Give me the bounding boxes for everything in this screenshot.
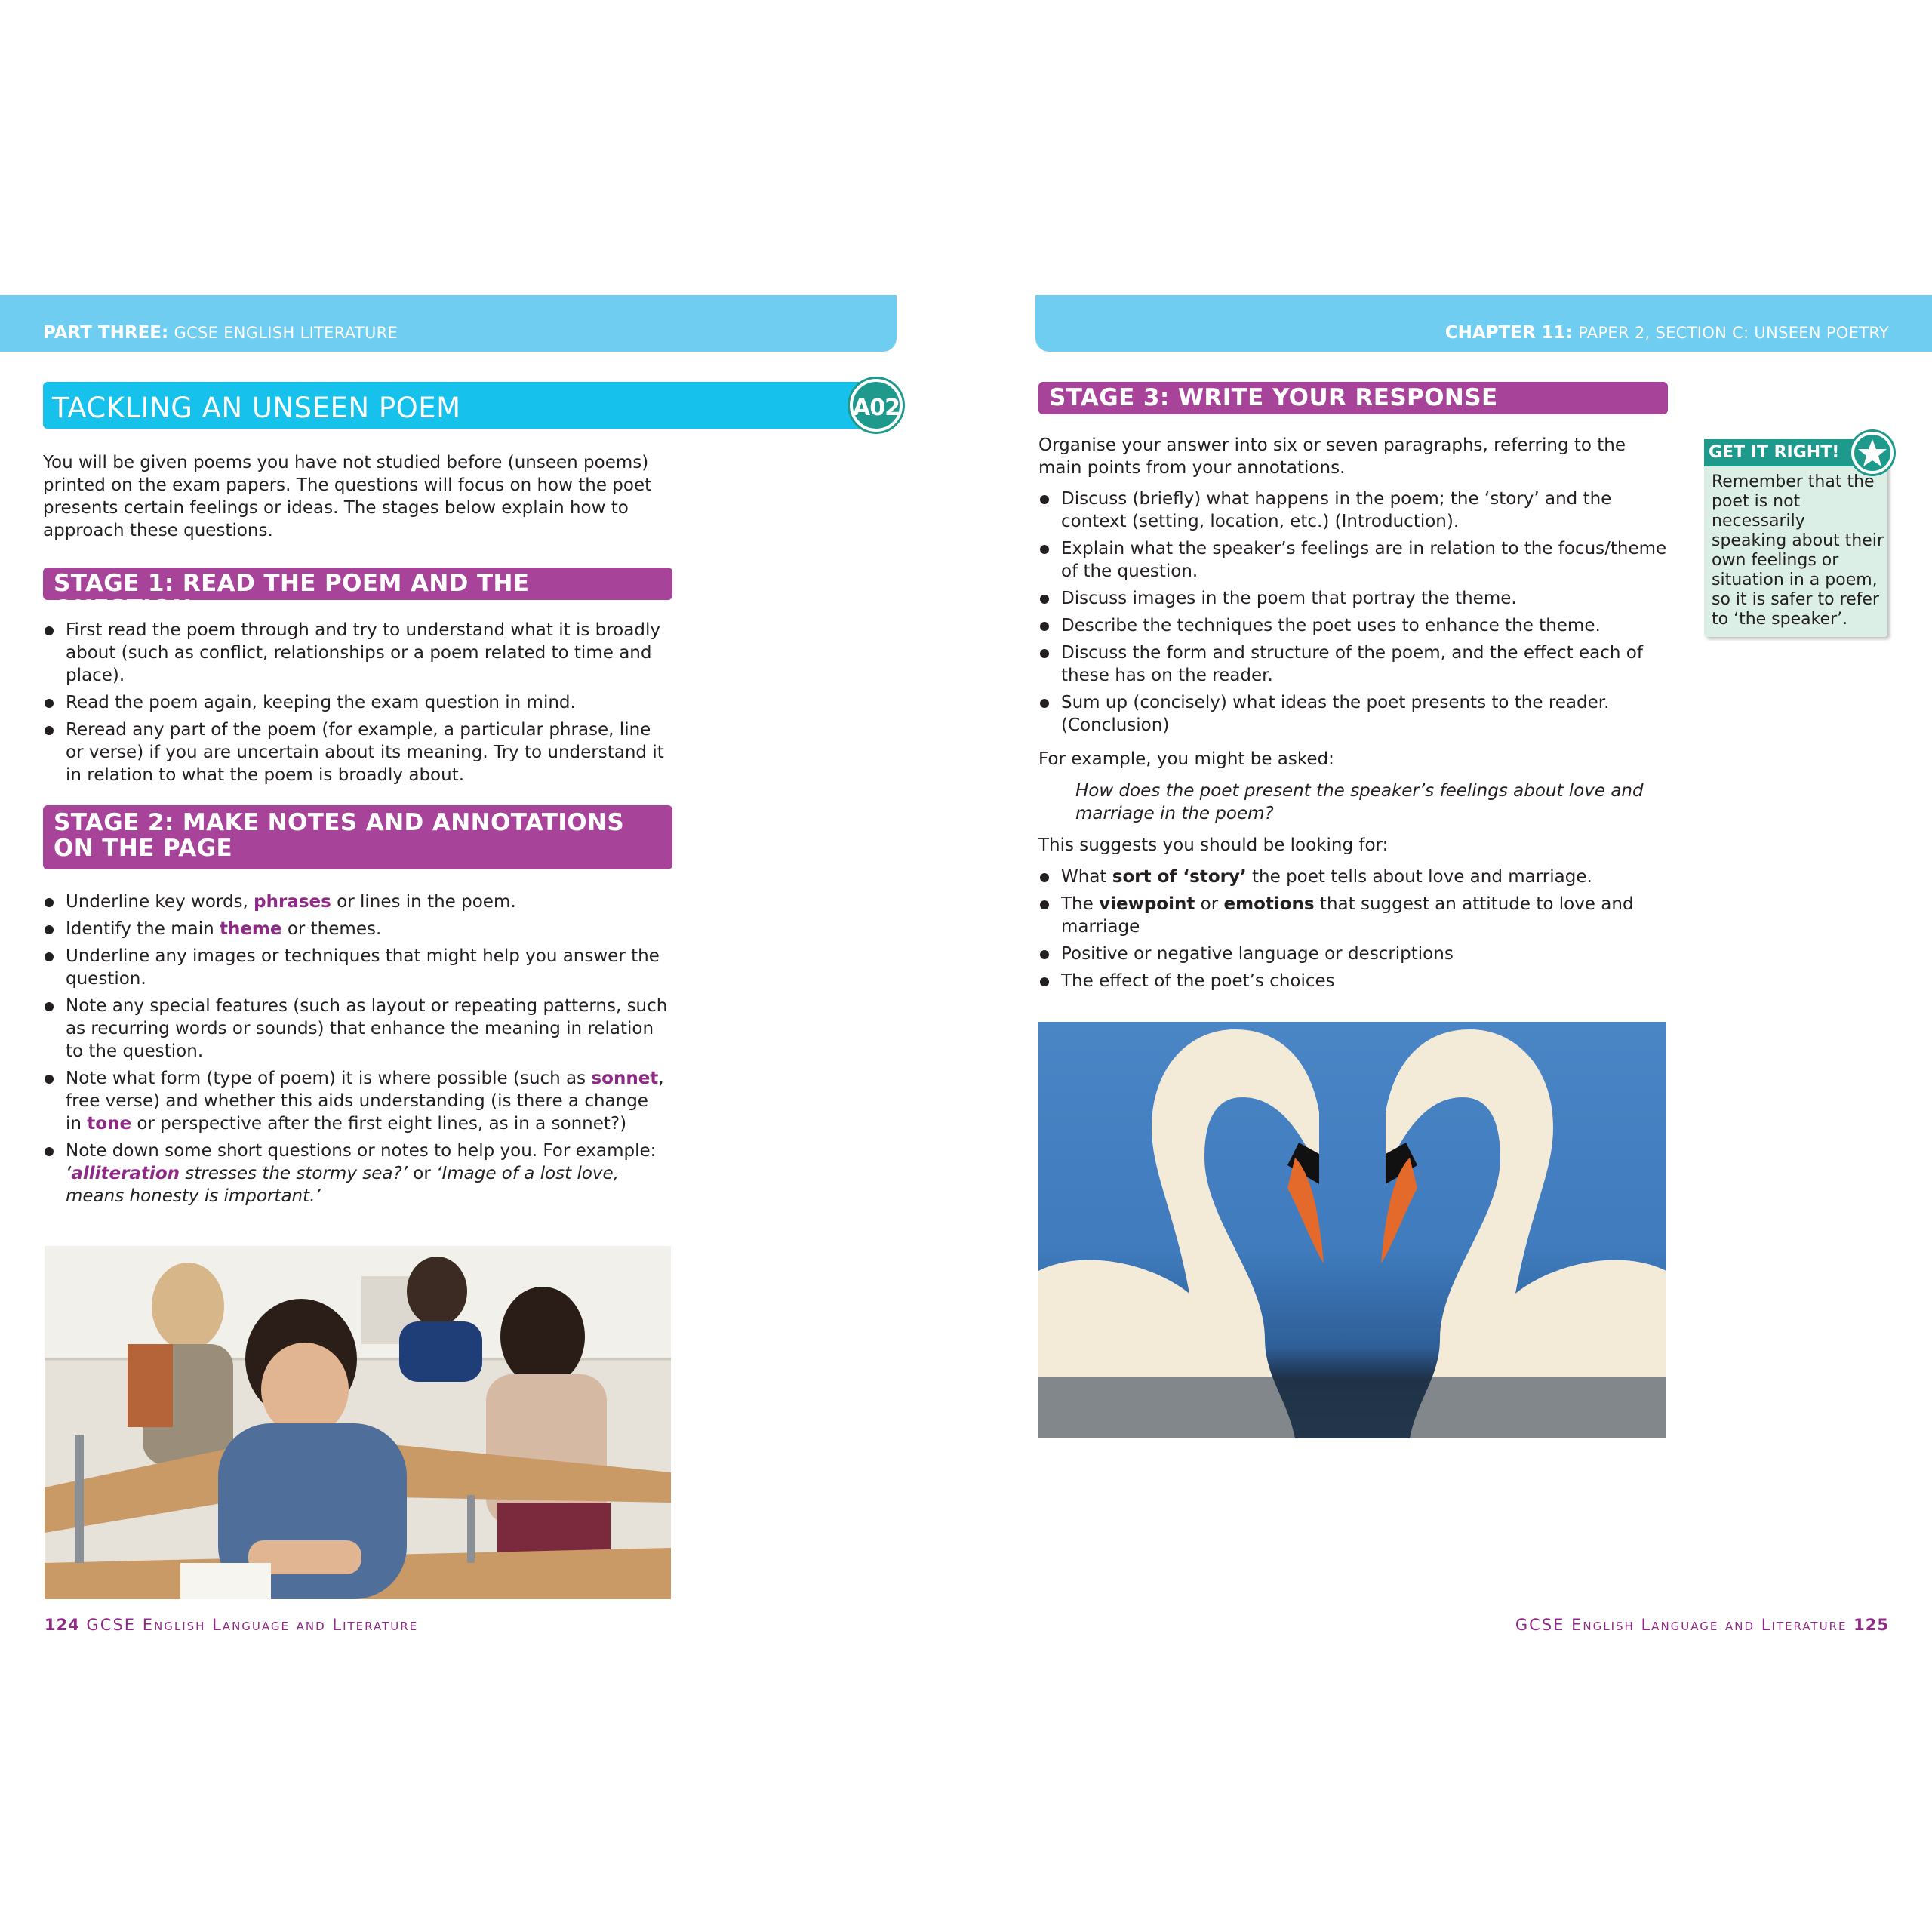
bullet-icon	[45, 726, 54, 735]
bullet-icon	[1040, 649, 1049, 658]
page-number: 125	[1854, 1616, 1889, 1634]
list-item: Discuss the form and structure of the poem, and the effect each of these has on the reader.	[1038, 641, 1669, 687]
bullet-icon	[1040, 873, 1049, 882]
list-item: Note what form (type of poem) it is where possible (such as sonnet, free verse) and whether this aids understanding (is there a change in tone or perspective after the first eight lines, as in a sonnet?)	[43, 1067, 669, 1135]
header-part-title: GCSE ENGLISH LITERATURE	[174, 324, 398, 342]
look-for-bullet-list	[1038, 866, 1665, 997]
running-header-left	[0, 295, 897, 352]
keyword-link: alliteration	[71, 1164, 180, 1183]
list-item: Reread any part of the poem (for example, a particular phrase, line or verse) if you are uncertain about its meaning. Try to understand it in relation to what the poem is broadly about.	[43, 718, 669, 786]
suggests-text: This suggests you should be looking for:	[1038, 835, 1389, 855]
list-item: Discuss (briefly) what happens in the poem; the ‘story’ and the context (setting, location, etc.) (Introduction).	[1038, 488, 1669, 533]
list-item: Discuss images in the poem that portray the theme.	[1038, 587, 1669, 610]
bullet-icon	[45, 1147, 54, 1156]
stage1-bullet-list	[43, 619, 669, 791]
exam-hall-photo	[45, 1246, 671, 1599]
list-item: Identify the main theme or themes.	[43, 918, 669, 940]
bullet-icon	[1040, 622, 1049, 631]
keyword-link: theme	[219, 919, 282, 939]
stage2-bullet-list	[43, 891, 669, 1212]
bullet-icon	[45, 1002, 54, 1011]
running-header-right	[1035, 295, 1932, 352]
bullet-icon	[1040, 545, 1049, 554]
footer-book-title: GCSE English Language and Literature	[86, 1616, 419, 1634]
page-number: 124	[45, 1616, 80, 1634]
tip-heading: GET IT RIGHT!	[1704, 439, 1863, 466]
header-part-label: PART THREE:	[43, 323, 169, 343]
main-title-bar	[43, 382, 873, 429]
stage2-heading: STAGE 2: MAKE NOTES AND ANNOTATIONS ON THE PAGE	[43, 805, 672, 869]
list-item: The effect of the poet’s choices	[1038, 970, 1665, 992]
stage1-heading: STAGE 1: READ THE POEM AND THE QUESTION	[43, 568, 672, 600]
stage3-intro: Organise your answer into six or seven paragraphs, referring to the main points from your annotations.	[1038, 435, 1626, 478]
page-title: TACKLING AN UNSEEN POEM	[52, 392, 461, 424]
page-footer-right	[1515, 1616, 1889, 1634]
keyword-link: phrases	[254, 892, 331, 912]
bullet-icon	[1040, 699, 1049, 708]
list-item: Describe the techniques the poet uses to enhance the theme.	[1038, 614, 1669, 637]
bullet-icon	[45, 626, 54, 635]
bullet-icon	[45, 699, 54, 708]
tip-text: Remember that the poet is not necessarily speaking about their own feelings or situation in a poem, so it is safer to refer to ‘the speaker’.	[1712, 472, 1884, 629]
keyword-link: sonnet	[591, 1069, 659, 1088]
list-item: Explain what the speaker’s feelings are in relation to the focus/theme of the question.	[1038, 537, 1669, 583]
bullet-icon	[45, 898, 54, 907]
list-item: What sort of ‘story’ the poet tells about love and marriage.	[1038, 866, 1665, 888]
bullet-icon	[45, 925, 54, 934]
list-item: Positive or negative language or descriptions	[1038, 943, 1665, 965]
header-chapter-title: PAPER 2, SECTION C: UNSEEN POETRY	[1578, 324, 1889, 342]
intro-paragraph: You will be given poems you have not studied before (unseen poems) printed on the exam papers. The questions will focus on how the poet presents certain feelings or ideas. The stages below explain how to approach these questions.	[43, 453, 652, 540]
list-item: The viewpoint or emotions that suggest an attitude to love and marriage	[1038, 893, 1665, 938]
list-item: Note down some short questions or notes to help you. For example: ‘alliteration stresses the stormy sea?’ or ‘Image of a lost love, means honesty is important.’	[43, 1140, 669, 1208]
bullet-icon	[45, 952, 54, 961]
list-item: Note any special features (such as layout or repeating patterns, such as recurring words or sounds) that enhance the meaning in relation to the question.	[43, 995, 669, 1063]
swans-photo	[1038, 1022, 1666, 1438]
example-question: How does the poet present the speaker’s feelings about love and marriage in the poem?	[1075, 781, 1644, 823]
bullet-icon	[1040, 977, 1049, 986]
list-item: Read the poem again, keeping the exam question in mind.	[43, 691, 669, 714]
bullet-icon	[1040, 495, 1049, 504]
page-footer-left	[45, 1616, 418, 1634]
bullet-icon	[1040, 900, 1049, 909]
assessment-objective-badge: A02	[850, 379, 903, 432]
header-chapter-label: CHAPTER 11:	[1444, 323, 1573, 343]
bullet-icon	[1040, 950, 1049, 959]
stage3-bullet-list	[1038, 488, 1669, 741]
list-item: Underline key words, phrases or lines in the poem.	[43, 891, 669, 913]
stage3-heading: STAGE 3: WRITE YOUR RESPONSE	[1038, 382, 1668, 414]
list-item: Sum up (concisely) what ideas the poet presents to the reader. (Conclusion)	[1038, 691, 1669, 737]
swans-illustration	[1038, 1022, 1666, 1438]
bullet-icon	[1040, 595, 1049, 604]
right-page	[966, 0, 1932, 1932]
star-icon	[1851, 432, 1894, 474]
exam-hall-illustration	[45, 1246, 671, 1599]
keyword-link: tone	[87, 1114, 132, 1134]
example-lead: For example, you might be asked:	[1038, 749, 1334, 769]
list-item: Underline any images or techniques that might help you answer the question.	[43, 945, 669, 990]
footer-book-title: GCSE English Language and Literature	[1515, 1616, 1847, 1634]
bullet-icon	[45, 1075, 54, 1084]
list-item: First read the poem through and try to understand what it is broadly about (such as conflict, relationships or a poem related to time and place).	[43, 619, 669, 687]
